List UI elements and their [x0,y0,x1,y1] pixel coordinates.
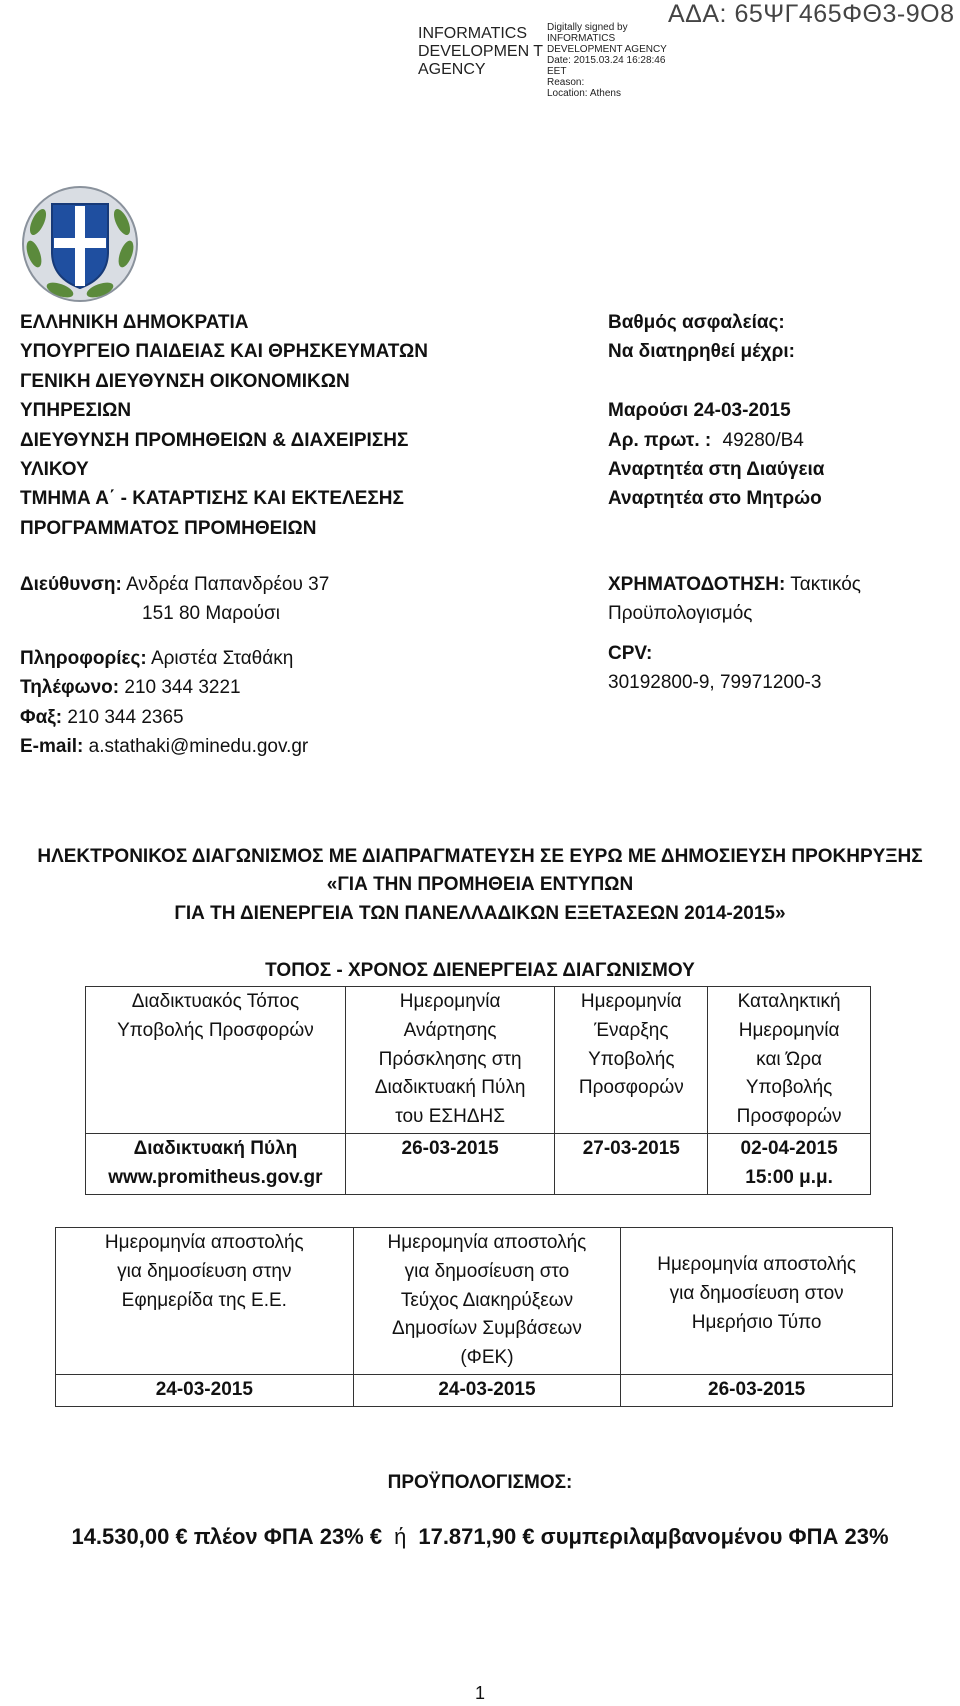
page-number: 1 [474,1683,485,1703]
signature-signer: INFORMATICS DEVELOPMEN T AGENCY [418,25,543,78]
signature-details [547,22,667,99]
table-cell: 24-03-2015 [56,1374,354,1406]
table-cell: 26-03-2015 [345,1133,555,1194]
signature-line: EET [547,66,567,77]
table-cell: 26-03-2015 [621,1374,893,1406]
info-row [20,644,460,673]
header-line: ΔΙΕΥΘΥΝΣΗ ΠΡΟΜΗΘΕΙΩΝ & ΔΙΑΧΕΙΡΙΣΗΣ [20,429,409,451]
address-row [20,570,460,599]
email-value[interactable]: a.stathaki@minedu.gov.gr [88,736,309,758]
budget-amount [0,1524,960,1550]
cpv-value: 30192800-9, 79971200-3 [608,672,822,694]
signature-line: INFORMATICS [547,33,616,44]
table-cell: 02-04-2015 15:00 μ.μ. [708,1133,871,1194]
table-header-cell: Ημερομηνία αποστολής για δημοσίευση στην Εφημερίδα της Ε.Ε. [56,1228,354,1375]
budget-gross: 17.871,90 € συμπεριλαμβανομένου ΦΠΑ 23% [418,1524,889,1549]
protocol-number [608,426,948,455]
protocol-label: Αρ. πρωτ. : [608,429,712,451]
table-cell: 24-03-2015 [353,1374,621,1406]
fax-value: 210 344 2365 [67,706,184,728]
phone-label: Τηλέφωνο: [20,677,120,699]
title-line: ΓΙΑ ΤΗ ΔΙΕΝΕΡΓΕΙΑ ΤΩΝ ΠΑΝΕΛΛΑΔΙΚΩΝ ΕΞΕΤΑΣΕΩΝ 2014-2015» [174,902,786,924]
postal-code: 151 80 Μαρούσι [142,603,280,625]
funding-label: ΧΡΗΜΑΤΟΔΟΤΗΣΗ: [608,574,786,595]
schedule-table [85,986,871,1195]
signature-line: Date: 2015.03.24 16:28:46 [547,55,666,66]
address-label: Διεύθυνση: [20,574,122,595]
header-line: ΤΜΗΜΑ Α΄ - ΚΑΤΑΡΤΙΣΗΣ ΚΑΙ ΕΚΤΕΛΕΣΗΣ [20,488,404,510]
ministry-header [20,308,460,543]
info-value: Αριστέα Σταθάκη [150,647,294,669]
tender-title [0,843,960,928]
table-header-cell: Διαδικτυακός Τόπος Υποβολής Προσφορών [86,987,346,1134]
budget-heading: ΠΡΟΫΠΟΛΟΓΙΣΜΟΣ: [387,1472,573,1493]
table-header-cell: Καταληκτική Ημερομηνία και Ώρα Υποβολής Προσφορών [708,987,871,1134]
publication-table [55,1227,893,1407]
table-cell: Διαδικτυακή Πύλη www.promitheus.gov.gr [86,1133,346,1194]
header-line: ΥΛΙΚΟΥ [20,459,89,481]
table-row [86,1133,871,1194]
header-line: ΥΠΟΥΡΓΕΙΟ ΠΑΙΔΕΙΑΣ ΚΑΙ ΘΡΗΣΚΕΥΜΑΤΩΝ [20,341,428,363]
header-line: ΓΕΝΙΚΗ ΔΙΕΥΘΥΝΣΗ ΟΙΚΟΝΟΜΙΚΩΝ [20,370,350,392]
posted-registry: Αναρτητέα στο Μητρώο [608,488,822,510]
title-line: «ΓΙΑ ΤΗΝ ΠΡΟΜΗΘΕΙΑ ΕΝΤΥΠΩΝ [326,874,634,896]
signature-line: DEVELOPMENT AGENCY [547,44,667,55]
address-value: Ανδρέα Παπανδρέου 37 [126,574,330,595]
table-cell: 27-03-2015 [555,1133,708,1194]
posted-diavgeia: Αναρτητέα στη Διαύγεια [608,459,825,481]
document-meta [608,308,948,514]
info-label: Πληροφορίες: [20,647,147,669]
table-header-row [86,987,871,1134]
security-level: Βαθμός ασφαλείας: [608,312,785,333]
title-line: ΗΛΕΚΤΡΟΝΙΚΟΣ ΔΙΑΓΩΝΙΣΜΟΣ ΜΕ ΔΙΑΠΡΑΓΜΑΤΕΥΣΗ ΣΕ ΕΥΡΩ ΜΕ ΔΗΜΟΣΙΕΥΣΗ ΠΡΟΚΗΡΥΞΗΣ [37,846,923,867]
funding-block [608,570,948,698]
place-date: Μαρούσι 24-03-2015 [608,400,791,422]
phone-value: 210 344 3221 [124,677,241,699]
signature-line: Digitally signed by [547,22,628,33]
cpv-label: CPV: [608,642,653,664]
signature-line: Reason: [547,77,585,88]
table-header-cell: Ημερομηνία αποστολής για δημοσίευση στον Ημερήσιο Τύπο [621,1228,893,1375]
schedule-caption: ΤΟΠΟΣ - ΧΡΟΝΟΣ ΔΙΕΝΕΡΓΕΙΑΣ ΔΙΑΓΩΝΙΣΜΟΥ [265,960,695,981]
greek-emblem-icon [20,182,140,304]
funding-row [608,570,948,599]
ada-code: ΑΔΑ: 65ΨΓ465ΦΘ3-9Ο8 [668,0,955,28]
header-line: ΥΠΗΡΕΣΙΩΝ [20,400,132,422]
table-row [56,1374,893,1406]
table-header-row [56,1228,893,1375]
keep-until: Να διατηρηθεί μέχρι: [608,341,795,363]
table-header-cell: Ημερομηνία Ανάρτησης Πρόσκλησης στη Διαδικτυακή Πύλη του ΕΣΗΔΗΣ [345,987,555,1134]
fax-label: Φαξ: [20,706,63,728]
email-row [20,732,460,761]
signature-line: Location: Athens [547,88,621,99]
email-label: E-mail: [20,736,84,758]
funding-value-2: Προϋπολογισμός [608,603,753,625]
contact-block [20,570,460,761]
funding-value: Τακτικός [790,574,861,595]
fax-row [20,703,460,732]
header-line: ΕΛΛΗΝΙΚΗ ΔΗΜΟΚΡΑΤΙΑ [20,312,249,333]
budget-net: 14.530,00 € πλέον ΦΠΑ 23% € [71,1524,383,1549]
table-header-cell: Ημερομηνία Έναρξης Υποβολής Προσφορών [555,987,708,1134]
budget-or: ή [394,1524,407,1549]
table-header-cell: Ημερομηνία αποστολής για δημοσίευση στο Τεύχος Διακηρύξεων Δημοσίων Συμβάσεων (ΦΕΚ) [353,1228,621,1375]
protocol-value: 49280/Β4 [722,429,804,451]
header-line: ΠΡΟΓΡΑΜΜΑΤΟΣ ΠΡΟΜΗΘΕΙΩΝ [20,517,317,539]
phone-row [20,673,460,702]
